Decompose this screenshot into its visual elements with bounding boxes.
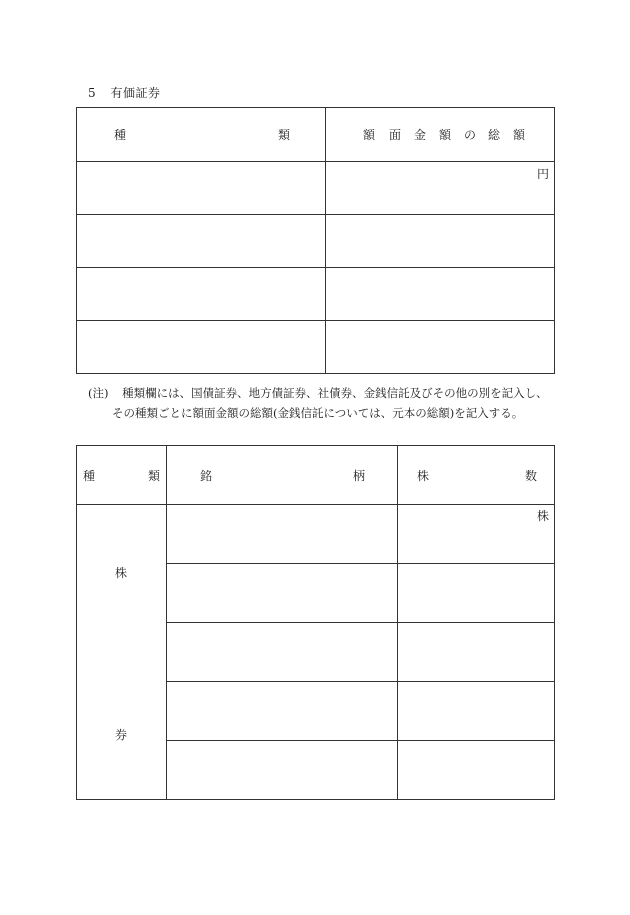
kind-input-2[interactable] — [77, 215, 325, 267]
amount-input-3[interactable] — [326, 268, 555, 320]
kind-stock-bottom: 券 — [115, 728, 128, 742]
note-line-1: 種類欄には、国債証券、地方債証券、社債券、金銭信託及びその他の別を記入し、 — [122, 386, 548, 400]
header-brand-right: 柄 — [353, 469, 366, 483]
shares-input-3[interactable] — [398, 623, 555, 681]
brand-input-3[interactable] — [167, 623, 397, 681]
unit-yen: 円 — [537, 167, 550, 181]
header-amount-char: 金 — [414, 128, 427, 142]
section-title: 有価証券 — [110, 86, 161, 100]
note-marker: (注) — [88, 386, 109, 400]
header-brand-left: 銘 — [200, 469, 213, 483]
kind-input-4[interactable] — [77, 321, 325, 373]
unit-shares: 株 — [537, 509, 550, 523]
note — [88, 383, 568, 423]
amount-input-2[interactable] — [326, 215, 555, 267]
header-amount-char: 面 — [389, 128, 402, 142]
section-number: 5 — [88, 86, 97, 100]
shares-input-4[interactable] — [398, 682, 555, 740]
header-amount-char: 額 — [439, 128, 452, 142]
kind-stock-top: 株 — [115, 566, 128, 580]
header-kind-right: 類 — [148, 469, 161, 483]
kind-input-1[interactable] — [77, 162, 325, 214]
header-shares-left: 株 — [417, 469, 430, 483]
brand-input-4[interactable] — [167, 682, 397, 740]
header-amount-char: 額 — [363, 128, 376, 142]
shares-input-5[interactable] — [398, 741, 555, 799]
header-kind-left: 種 — [83, 469, 96, 483]
header-amount-char: 額 — [513, 128, 526, 142]
header-shares-right: 数 — [525, 469, 538, 483]
brand-input-2[interactable] — [167, 564, 397, 622]
header-kind-left: 種 — [114, 128, 127, 142]
brand-input-5[interactable] — [167, 741, 397, 799]
section-heading — [88, 84, 160, 101]
kind-input-3[interactable] — [77, 268, 325, 320]
brand-input-1[interactable] — [167, 505, 397, 563]
securities-table — [76, 107, 555, 374]
shares-input-2[interactable] — [398, 564, 555, 622]
amount-input-4[interactable] — [326, 321, 555, 373]
stocks-table — [76, 445, 555, 800]
header-kind-right: 類 — [278, 128, 291, 142]
header-amount-char: の — [464, 128, 477, 142]
amount-input-1[interactable] — [326, 162, 555, 214]
header-amount-char: 総 — [488, 128, 501, 142]
shares-input-1[interactable] — [398, 505, 555, 563]
note-line-2: その種類ごとに額面金額の総額(金銭信託については、元本の総額)を記入する。 — [112, 406, 524, 420]
